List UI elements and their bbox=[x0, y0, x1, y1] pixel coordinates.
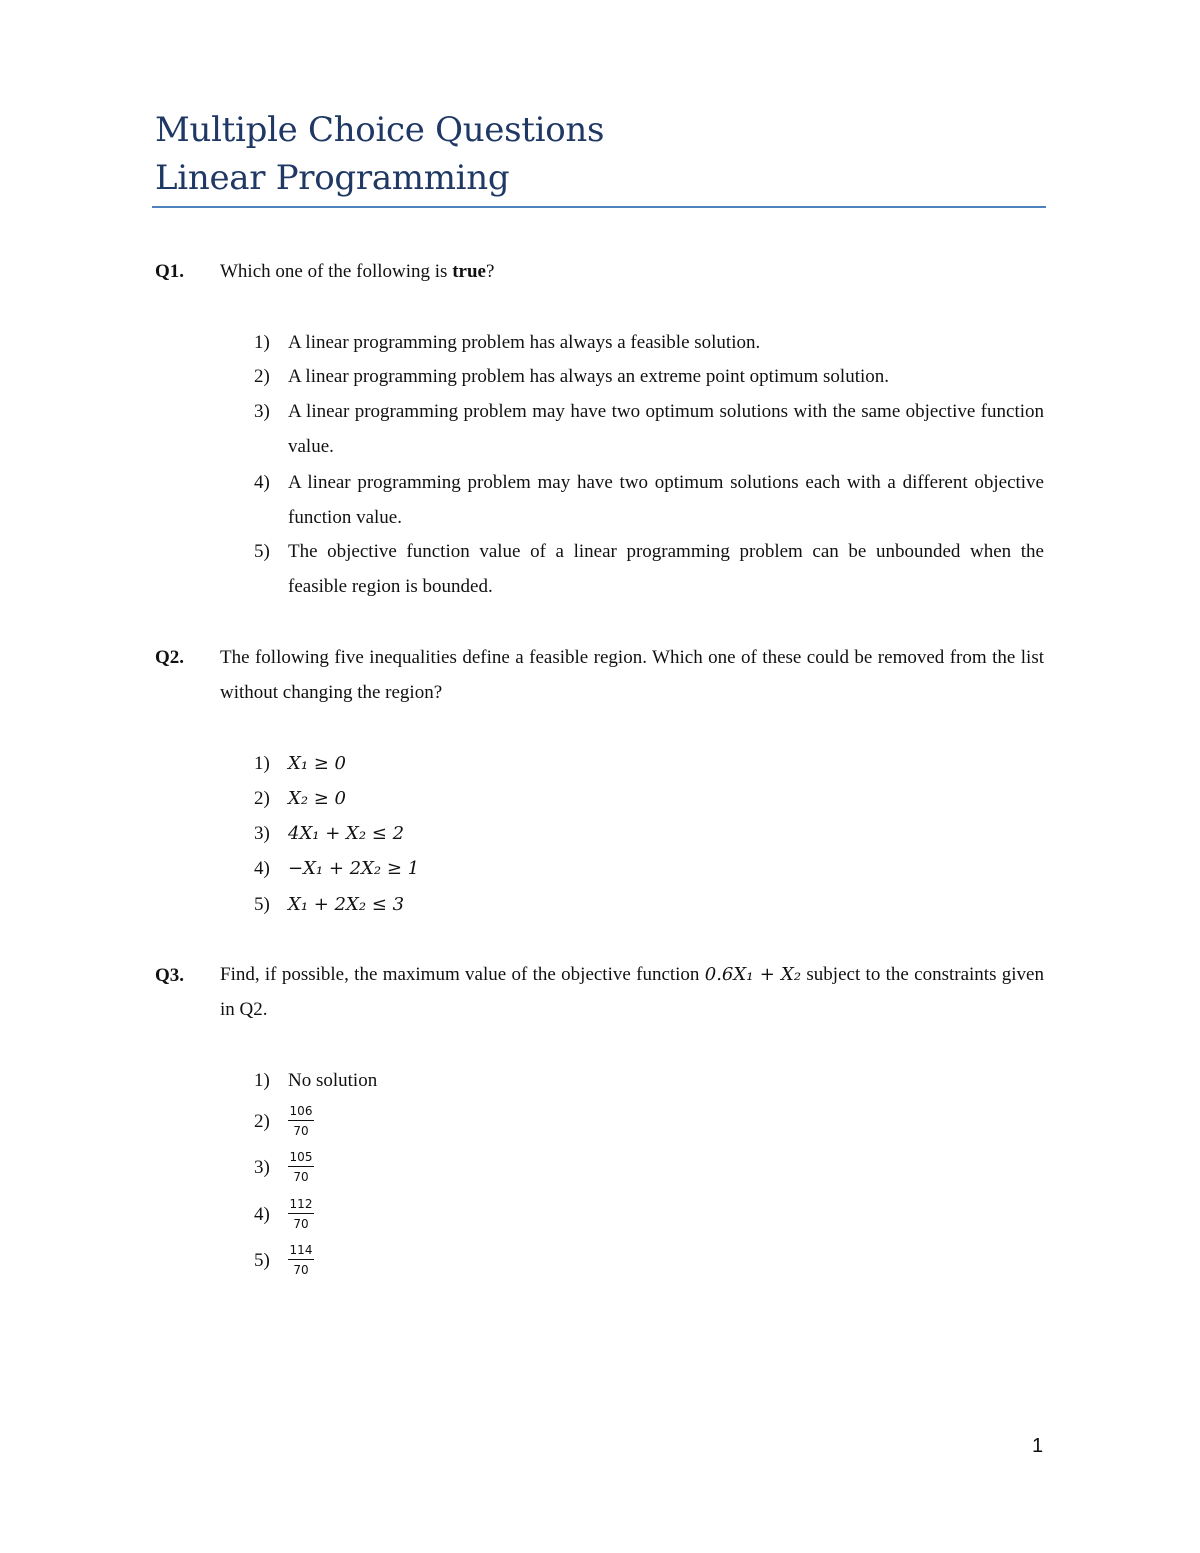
q3-option-2-number: 2) bbox=[254, 1111, 270, 1132]
q3-option-5-numerator: 114 bbox=[289, 1243, 313, 1257]
q1-option-2-number: 2) bbox=[254, 366, 270, 387]
q2-option-4 bbox=[254, 851, 1044, 886]
q1-option-2 bbox=[254, 359, 1044, 394]
q1-option-4-text: A linear programming problem may have two optimum solutions each with a different objective function value. bbox=[288, 472, 1044, 528]
q2-option-1-expr: X₁ ≥ 0 bbox=[288, 753, 347, 774]
q3-option-4-number: 4) bbox=[254, 1204, 270, 1225]
q2-option-3-expr: 4X₁ + X₂ ≤ 2 bbox=[288, 823, 405, 844]
q3-label: Q3. bbox=[155, 965, 185, 986]
fraction-bar bbox=[288, 1120, 314, 1121]
q1-option-5 bbox=[254, 534, 1044, 604]
q2-option-2-expr: X₂ ≥ 0 bbox=[288, 788, 347, 809]
q1-option-3 bbox=[254, 394, 1044, 464]
q1-option-5-number: 5) bbox=[254, 541, 270, 562]
q3-option-4-numerator: 112 bbox=[289, 1197, 313, 1211]
q2-label: Q2. bbox=[155, 647, 185, 668]
title-divider bbox=[152, 206, 1046, 208]
q2-option-5-expr: X₁ + 2X₂ ≤ 3 bbox=[288, 894, 405, 915]
q3-stem-after: subject to the constraints given in Q2. bbox=[220, 964, 1044, 1020]
q1-option-3-number: 3) bbox=[254, 401, 270, 422]
q3-option-2-fraction bbox=[288, 1104, 314, 1138]
q3-option-1-number: 1) bbox=[254, 1070, 270, 1091]
q1-option-5-text: The objective function value of a linear programming problem can be unbounded when the feasible region is bounded. bbox=[288, 541, 1044, 597]
q3-option-2-numerator: 106 bbox=[289, 1104, 313, 1118]
q1-option-2-text: A linear programming problem has always an extreme point optimum solution. bbox=[288, 366, 890, 387]
q3-option-3-denominator: 70 bbox=[293, 1170, 309, 1184]
q1-stem-before: Which one of the following is bbox=[220, 261, 453, 282]
page-number: 1 bbox=[1032, 1435, 1044, 1457]
q2-option-3 bbox=[254, 816, 1044, 851]
title-line-1: Multiple Choice Questions bbox=[155, 110, 605, 150]
q2-option-5 bbox=[254, 887, 1044, 922]
q1-option-1 bbox=[254, 325, 1044, 360]
q3-option-3-fraction bbox=[288, 1150, 314, 1184]
q2-option-5-number: 5) bbox=[254, 894, 270, 915]
q3-stem-before: Find, if possible, the maximum value of the objective function bbox=[220, 964, 705, 985]
q3-option-4-denominator: 70 bbox=[293, 1217, 309, 1231]
q1-stem-bold: true bbox=[452, 261, 486, 282]
q3-option-5-fraction bbox=[288, 1243, 314, 1277]
q3-option-4-fraction bbox=[288, 1197, 314, 1231]
q2-option-2 bbox=[254, 781, 1044, 816]
q3-option-1-text: No solution bbox=[288, 1070, 378, 1091]
q1-option-3-text: A linear programming problem may have two optimum solutions with the same objective function value. bbox=[288, 401, 1044, 457]
q2-option-2-number: 2) bbox=[254, 788, 270, 809]
fraction-bar bbox=[288, 1213, 314, 1214]
q2-option-1-number: 1) bbox=[254, 753, 270, 774]
q1-option-1-text: A linear programming problem has always a feasible solution. bbox=[288, 332, 761, 353]
q3-option-3-number: 3) bbox=[254, 1157, 270, 1178]
q1-option-1-number: 1) bbox=[254, 332, 270, 353]
q2-option-1 bbox=[254, 746, 1044, 781]
q1-option-4-number: 4) bbox=[254, 472, 270, 493]
q2-option-4-expr: −X₁ + 2X₂ ≥ 1 bbox=[288, 858, 420, 879]
q2-stem: The following five inequalities define a feasible region. Which one of these could be removed from the list without changing the region? bbox=[220, 647, 1044, 703]
q1-label: Q1. bbox=[155, 261, 185, 282]
q2-option-4-number: 4) bbox=[254, 858, 270, 879]
q3-option-1 bbox=[254, 1063, 1044, 1098]
q1-stem-after: ? bbox=[485, 261, 495, 282]
q3-option-5-number: 5) bbox=[254, 1250, 270, 1271]
q2-option-3-number: 3) bbox=[254, 823, 270, 844]
fraction-bar bbox=[288, 1166, 314, 1167]
q3-option-3-numerator: 105 bbox=[289, 1150, 313, 1164]
title-line-2: Linear Programming bbox=[155, 158, 510, 198]
page-title bbox=[155, 106, 604, 202]
q3-objective-function: 0.6X₁ + X₂ bbox=[704, 964, 802, 985]
fraction-bar bbox=[288, 1259, 314, 1260]
q3-stem bbox=[220, 957, 1044, 1027]
q3-option-5-denominator: 70 bbox=[293, 1263, 309, 1277]
q3-option-2-denominator: 70 bbox=[293, 1124, 309, 1138]
q1-option-4 bbox=[254, 465, 1044, 535]
q1-stem bbox=[220, 254, 1044, 289]
